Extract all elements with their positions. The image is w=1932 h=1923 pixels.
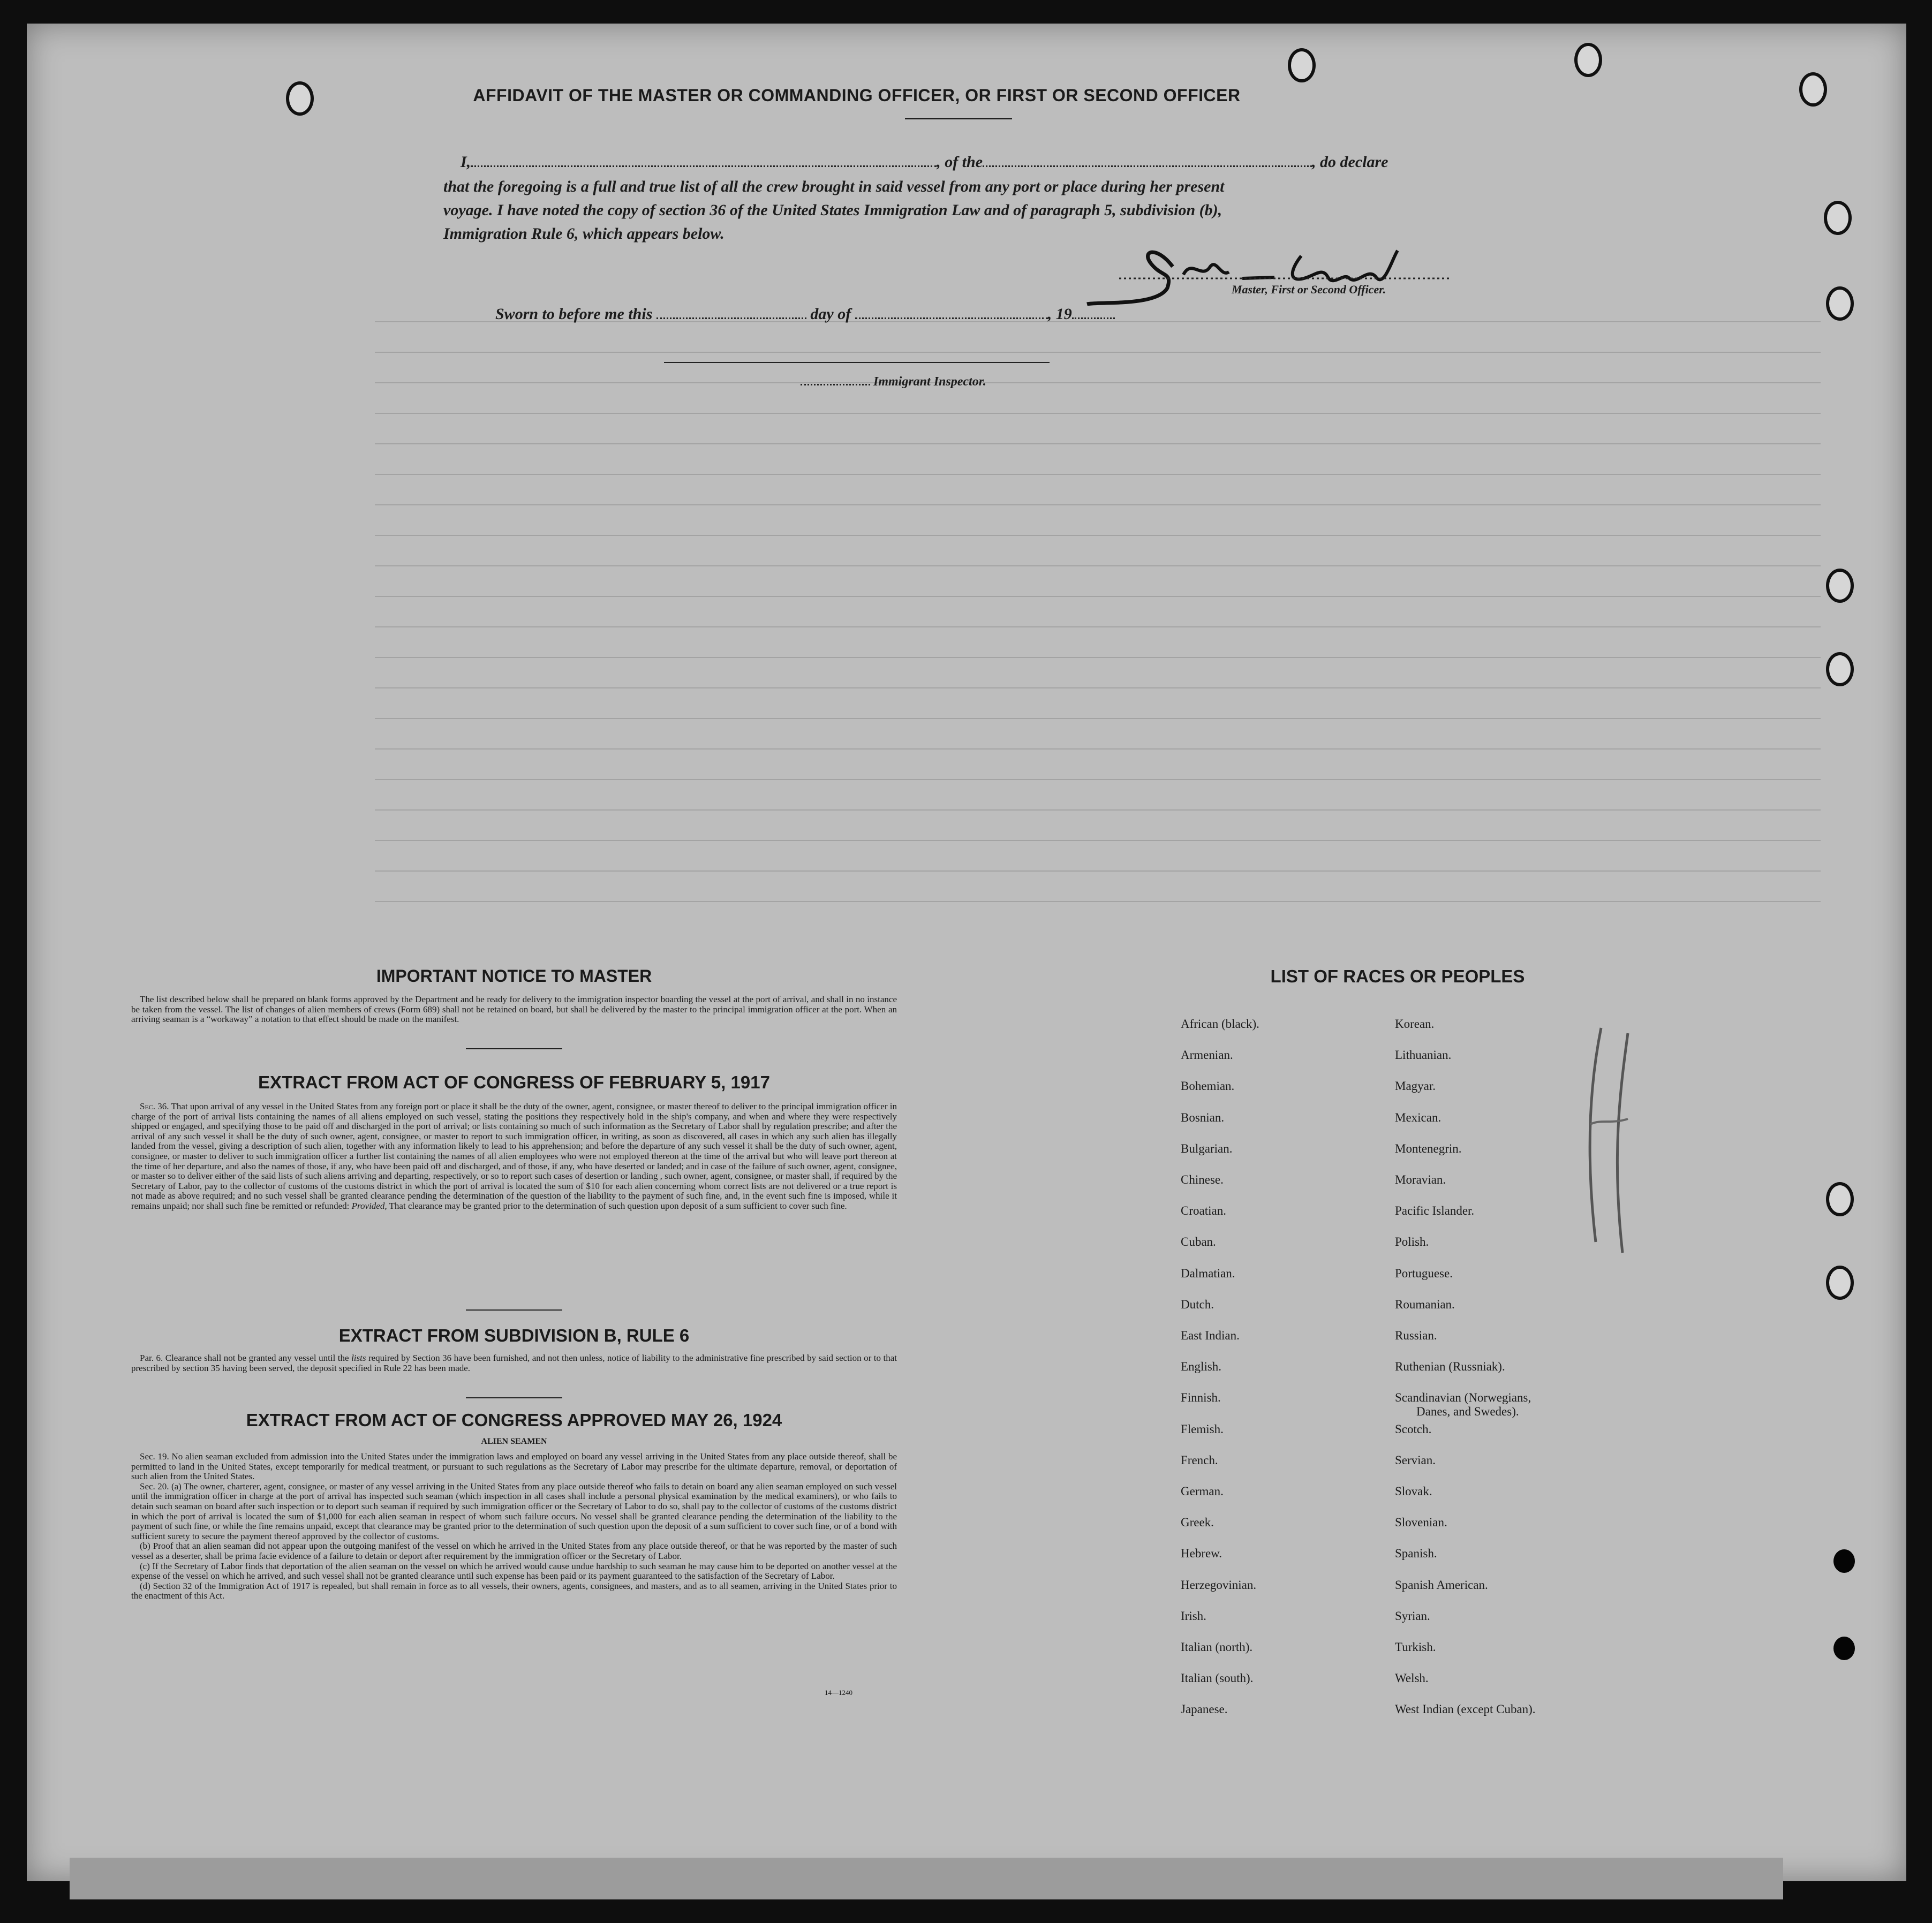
rule6-body: [131, 1353, 897, 1373]
race-item: Croatian.: [1181, 1204, 1226, 1218]
affidavit-line-1: [461, 153, 1388, 171]
race-item: French.: [1181, 1453, 1218, 1467]
vessel-blank: [983, 163, 1312, 167]
punch-hole: [1833, 1549, 1855, 1573]
race-item: Herzegovinian.: [1181, 1578, 1257, 1592]
rule6-text-b: required by Section 36 have been furnished, and not then unless, notice of liability to the administrative fine prescribed by said section or to that prescribed by section 35 having been served, the deposit specified in Rule 22 has been made.: [131, 1353, 897, 1373]
affidavit-of-the: , of the: [937, 153, 983, 171]
act1924-subtitle: ALIEN SEAMEN: [481, 1437, 547, 1446]
race-item: Slovenian.: [1395, 1516, 1447, 1530]
rule6-rule: [466, 1397, 562, 1398]
race-item-continuation: Danes, and Swedes).: [1416, 1405, 1519, 1419]
race-item: West Indian (except Cuban).: [1395, 1702, 1536, 1716]
notice-title: IMPORTANT NOTICE TO MASTER: [376, 966, 652, 986]
race-item: Hebrew.: [1181, 1547, 1222, 1561]
inspector-line: [801, 375, 986, 389]
race-item: Korean.: [1395, 1017, 1435, 1031]
day-blank: [656, 315, 806, 319]
binder-hole: [1288, 48, 1316, 82]
race-item: Montenegrin.: [1395, 1141, 1462, 1155]
race-item: Spanish American.: [1395, 1578, 1488, 1592]
notice-paragraph: The list described below shall be prepared on blank forms approved by the Department and be ready for delivery to the immigration inspector boarding the vessel at the port of arrival, and shall in no instance be taken from the vessel. The list of changes of alien members of crews (Form 689) shall not be retained on board, but shall be delivered by the master to the principal immigration officer at the port. When an arriving seaman is a “workaway” a notation to that effect should be made on the manifest.: [131, 994, 897, 1025]
race-item: Bosnian.: [1181, 1110, 1225, 1124]
month-blank: [855, 315, 1048, 319]
race-item: Japanese.: [1181, 1702, 1228, 1716]
act1917-proviso: That clearance may be granted prior to the determination of such question upon deposit of a sum sufficient to cover such fine.: [389, 1200, 847, 1211]
sworn-day-of: day of: [810, 305, 851, 323]
rule6-paragraph: [131, 1353, 897, 1373]
race-item: Portuguese.: [1395, 1266, 1453, 1280]
act1917-sec: Sec. 36.: [140, 1101, 169, 1111]
act1924-sec20a: Sec. 20. (a) The owner, charterer, agent, consignee, or master of any vessel arriving in the United States from any place outside thereof who fails to detain on board any alien seaman employed on such vessel until the immigration officer in charge at the port of arrival has inspected such seaman (which inspection in all cases shall include a personal physical examination by the medical examiners), or who fails to detain such seaman on board after such inspection or to deport such seaman if required by such immigration officer or the Secretary of Labor to do so, shall pay to the collector of customs of the customs district in which the port of arrival is located the sum of $1,000 for each alien seaman in respect of whom such failure occurs. No vessel shall be granted clearance pending the determination of the liability to the payment of such fine, or while the fine remains unpaid, except that clearance may be granted prior to the determination of such question upon the deposit of a sum sufficient to cover such fine, or of a bond with sufficient surety to secure the payment thereof approved by the collector of customs.: [131, 1481, 897, 1541]
act1924-sec19: Sec. 19. No alien seaman excluded from admission into the United States under the immigration laws and employed on board any vessel arriving in the United States from any place outside thereof, shall be permitted to land in the United States, except temporarily for medical treatment, or pursuant to such regulations as the Secretary of Labor may prescribe for the ultimate departure, removal, or deportation of such alien from the United States.: [131, 1451, 897, 1482]
race-item: Mexican.: [1395, 1110, 1442, 1124]
race-item: Armenian.: [1181, 1048, 1233, 1062]
document-page: [27, 24, 1906, 1881]
rule6-lists: lists: [351, 1353, 366, 1363]
act1924-sec20c: (c) If the Secretary of Labor finds that deportation of the alien seaman on the vessel on which he arrived would cause undue hardship to such seaman he may cause him to be deported on another vessel at the expense of the vessel on which he arrived, and such vessel shall not be granted clearance until such expense has been paid or its payment guaranteed to the satisfaction of the Secretary of Labor.: [131, 1561, 897, 1581]
affidavit-title: AFFIDAVIT OF THE MASTER OR COMMANDING OFFICER, OR FIRST OR SECOND OFFICER: [473, 86, 1241, 105]
race-item: Dutch.: [1181, 1297, 1214, 1311]
affidavit-line-3: voyage. I have noted the copy of section 36 of the United States Immigration Law and of paragraph 5, subdivision (b),: [443, 201, 1222, 219]
races-title: LIST OF RACES OR PEOPLES: [1270, 966, 1525, 986]
race-item: Syrian.: [1395, 1609, 1430, 1623]
sworn-line: [495, 305, 1115, 323]
race-item: Italian (south).: [1181, 1671, 1254, 1685]
underlying-page-edge: [70, 1858, 1783, 1899]
race-item: Flemish.: [1181, 1422, 1224, 1436]
binder-hole: [1574, 43, 1602, 77]
race-item: Finnish.: [1181, 1391, 1221, 1405]
act1917-title: EXTRACT FROM ACT OF CONGRESS OF FEBRUARY 5, 1917: [258, 1072, 770, 1092]
affidavit-line-4: Immigration Rule 6, which appears below.: [443, 225, 724, 243]
inspector-blank: [801, 382, 870, 385]
race-item: Pacific Islander.: [1395, 1204, 1475, 1218]
punch-hole: [1833, 1637, 1855, 1660]
rule6-text-a: Clearance shall not be granted any vessel until the: [165, 1353, 349, 1363]
affidavit-line-2: that the foregoing is a full and true list of all the crew brought in said vessel from any port or place during her present: [443, 178, 1225, 195]
affidavit-i: I,: [461, 153, 471, 171]
race-item: Magyar.: [1395, 1079, 1436, 1093]
race-item: Russian.: [1395, 1329, 1437, 1342]
race-item: Chinese.: [1181, 1173, 1224, 1186]
act1917-text: That upon arrival of any vessel in the United States from any foreign port or place it shall be the duty of the owner, agent, consignee, or master thereof to deliver to the principal immigration officer in charge of the port of arrival lists containing the names of all aliens employed on such vessel, stating the positions they respectively hold in the ship's company, and when and where they were respectively shipped or engaged, and specifying those to be paid off and discharged in the port of arrival; or lists containing so much of such information as the Secretary of Labor shall by regulation prescribe; and after the arrival of any such vessel it shall be the duty of such owner, agent, consignee, or master to report to such immigration officer, in writing, as soon as discovered, all cases in which any such alien has illegally landed from the vessel, giving a description of such alien, together with any information likely to lead to his apprehension; and before the departure of any such vessel it shall be the duty of such owner, agent, consignee, or master to deliver to such immigration officer a further list containing the names of all alien employees who were not employed thereon at the time of the arrival but who will leave port thereon at the time of her departure, and also the names of those, if any, who have been paid off and discharged, and of those, if any, who have deserted or landed; and in case of the failure of such owner, agent, consignee, or master so to deliver either of the said lists of such aliens arriving and departing, respectively, or so to report such cases of desertion or landing , such owner, agent, consignee, or master shall, if required by the Secretary of Labor, pay to the collector of customs of the customs district in which the port of arrival is located the sum of $10 for each alien concerning whom correct lists are not delivered or a true report is not made as above required; and no such vessel shall be granted clearance pending the determination of the question of the liability to the payment of such fine, and, in the event such fine is imposed, while it remains unpaid; nor shall such fine be remitted or refunded:: [131, 1101, 897, 1211]
race-item: Dalmatian.: [1181, 1266, 1235, 1280]
race-item: Slovak.: [1395, 1485, 1432, 1498]
pencil-annotation: [1569, 1017, 1655, 1263]
race-item: English.: [1181, 1360, 1222, 1374]
race-item: Scandinavian (Norwegians,: [1395, 1391, 1531, 1405]
act1924-sec20d: (d) Section 32 of the Immigration Act of 1917 is repealed, but shall remain in force as to all vessels, their owners, agents, consignees, and masters, and as to all seamen, arriving in the United States prior to the enactment of this Act.: [131, 1580, 897, 1601]
race-item: East Indian.: [1181, 1329, 1240, 1342]
title-rule: [905, 118, 1012, 119]
binder-hole: [1826, 1266, 1854, 1300]
race-item: Irish.: [1181, 1609, 1206, 1623]
race-item: Welsh.: [1395, 1671, 1429, 1685]
sworn-year: , 19: [1047, 305, 1072, 323]
race-item: Turkish.: [1395, 1640, 1436, 1654]
inspector-label: Immigrant Inspector.: [873, 375, 986, 389]
race-item: Italian (north).: [1181, 1640, 1253, 1654]
race-item: Spanish.: [1395, 1547, 1437, 1561]
race-item: German.: [1181, 1485, 1224, 1498]
act1924-title: EXTRACT FROM ACT OF CONGRESS APPROVED MAY 26, 1924: [246, 1410, 782, 1430]
race-item: Ruthenian (Russniak).: [1395, 1360, 1505, 1374]
race-item: Bulgarian.: [1181, 1141, 1233, 1155]
race-item: Lithuanian.: [1395, 1048, 1452, 1062]
race-item: Servian.: [1395, 1453, 1436, 1467]
race-item: Greek.: [1181, 1516, 1214, 1530]
binder-hole: [1826, 569, 1854, 603]
act1924-body: [131, 1452, 897, 1601]
binder-hole: [1826, 652, 1854, 686]
rule6-title: EXTRACT FROM SUBDIVISION B, RULE 6: [338, 1326, 690, 1345]
binder-hole: [1799, 72, 1827, 107]
binder-hole: [1824, 201, 1852, 235]
rule6-par: Par. 6.: [140, 1353, 163, 1363]
master-signature: [1076, 234, 1462, 309]
race-item: African (black).: [1181, 1017, 1259, 1031]
name-blank: [471, 163, 937, 167]
race-item: Cuban.: [1181, 1235, 1216, 1249]
binder-hole: [286, 81, 314, 116]
sworn-prefix: Sworn to before me this: [495, 305, 653, 323]
act1917-proviso-label: Provided,: [351, 1200, 387, 1211]
act1917-body: [131, 1102, 897, 1212]
notice-body: [131, 995, 897, 1025]
act1917-paragraph: [131, 1102, 897, 1212]
race-item: Scotch.: [1395, 1422, 1432, 1436]
act1917-rule: [466, 1309, 562, 1311]
act1924-sec20b: (b) Proof that an alien seaman did not appear upon the outgoing manifest of the vessel on which he arrived in the United States from any place outside thereof, or that he was reported by the master of such vessel as a deserter, shall be prima facie evidence of a failure to detain or deport after requirement by the immigration officer or the Secretary of Labor.: [131, 1541, 897, 1561]
race-item: Roumanian.: [1395, 1297, 1455, 1311]
binder-hole: [1826, 286, 1854, 321]
notice-rule: [466, 1048, 562, 1049]
inspector-rule: [664, 362, 1050, 363]
binder-hole: [1826, 1182, 1854, 1216]
affidavit-declare: , do declare: [1312, 153, 1388, 171]
form-number: 14—1240: [825, 1689, 852, 1697]
master-label: Master, First or Second Officer.: [1232, 283, 1386, 296]
race-item: Bohemian.: [1181, 1079, 1235, 1093]
year-blank: [1072, 315, 1115, 319]
race-item: Polish.: [1395, 1235, 1429, 1249]
race-item: Moravian.: [1395, 1173, 1446, 1186]
